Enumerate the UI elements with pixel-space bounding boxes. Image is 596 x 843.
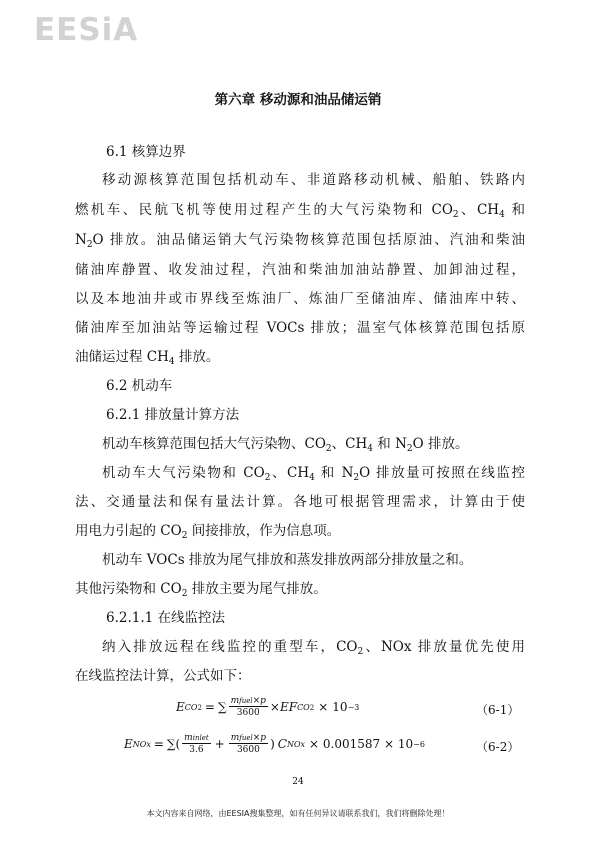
- s6211-line-2: 在线监控法计算，公式如下：: [75, 668, 251, 684]
- s621-para-1: 机动车核算范围包括大气污染物、$CO_2$、$CH_4$ 和 $N_2O$ 排放。: [102, 436, 469, 454]
- s61-line-3: $N_2O$ 排放。油品储运销大气污染物核算范围包括原油、汽油和柴油: [75, 232, 525, 250]
- eq2-fraction-1: $\frac{\text{minlet}}{3.6}$: [184, 733, 209, 755]
- eesia-logo: EESiA: [34, 12, 139, 48]
- section-6-1-heading: 6.1 核算边界: [106, 144, 186, 160]
- s621-para-2-line-2: 法、交通量法和保有量法计算。各地可根据管理需求，计算由于使: [75, 494, 525, 510]
- s621-para-3-line-2: 其他污染物和 $CO_2$ 排放主要为尾气排放。: [75, 581, 327, 599]
- page-number: 24: [292, 777, 304, 787]
- eq2-fraction-2: $\frac{\text{mfuel×p}}{3600}$: [230, 733, 267, 755]
- chapter-title: 第六章 移动源和油品储运销: [214, 92, 382, 108]
- footer-disclaimer: 本文内容来自网络，由EESIA搜集整理，如有任何异议请联系我们，我们将删除处理！: [146, 809, 450, 818]
- equation-number-6-2: （6-2）: [476, 740, 520, 754]
- equation-6-1: E CO2 = ∑ $\frac{\text{mfuel×p}}{3600}$ × EF CO2 × 10 −3: [176, 696, 360, 718]
- s61-line-5: 以及本地油井或市界线至炼油厂、炼油厂至储油库、储油库中转、: [75, 291, 525, 307]
- s6211-line-1: 纳入排放远程在线监控的重型车，$CO_2$、NOx 排放量优先使用: [102, 639, 525, 657]
- equation-number-6-1: （6-1）: [476, 703, 520, 717]
- equation-6-2: E NOx = ∑( $\frac{\text{minlet}}{3.6}$ + $\frac{\text{mfuel×p}}{3600}$ ) C NOx × 0.001587 × 10 −6: [124, 733, 425, 755]
- s621-para-2-line-3: 用电力引起的 $CO_2$ 间接排放，作为信息项。: [75, 523, 341, 541]
- section-6-2-1-heading: 6.2.1 排放量计算方法: [106, 407, 240, 423]
- s61-line-7: 油储运过程 $CH_4$ 排放。: [75, 349, 220, 367]
- s621-para-3-line-1: 机动车 VOCs 排放为尾气排放和蒸发排放两部分排放量之和。: [102, 552, 473, 568]
- s621-para-2-line-1: 机动车大气污染物和 $CO_2$、$CH_4$ 和 $N_2O$ 排放量可按照在线监控: [102, 465, 525, 483]
- s61-line-2: 燃机车、民航飞机等使用过程产生的大气污染物和 $CO_2$、$CH_4$ 和: [75, 202, 525, 220]
- s61-line-6: 储油库至加油站等运输过程 VOCs 排放；温室气体核算范围包括原: [75, 320, 525, 336]
- eq1-fraction: $\frac{\text{mfuel×p}}{3600}$: [230, 696, 266, 718]
- section-6-2-1-1-heading: 6.2.1.1 在线监控法: [106, 610, 226, 626]
- section-6-2-heading: 6.2 机动车: [106, 378, 173, 394]
- s61-line-4: 储油库静置、收发油过程，汽油和柴油加油站静置、加卸油过程，: [75, 262, 525, 278]
- s61-line-1: 移动源核算范围包括机动车、非道路移动机械、船舶、铁路内: [102, 172, 525, 188]
